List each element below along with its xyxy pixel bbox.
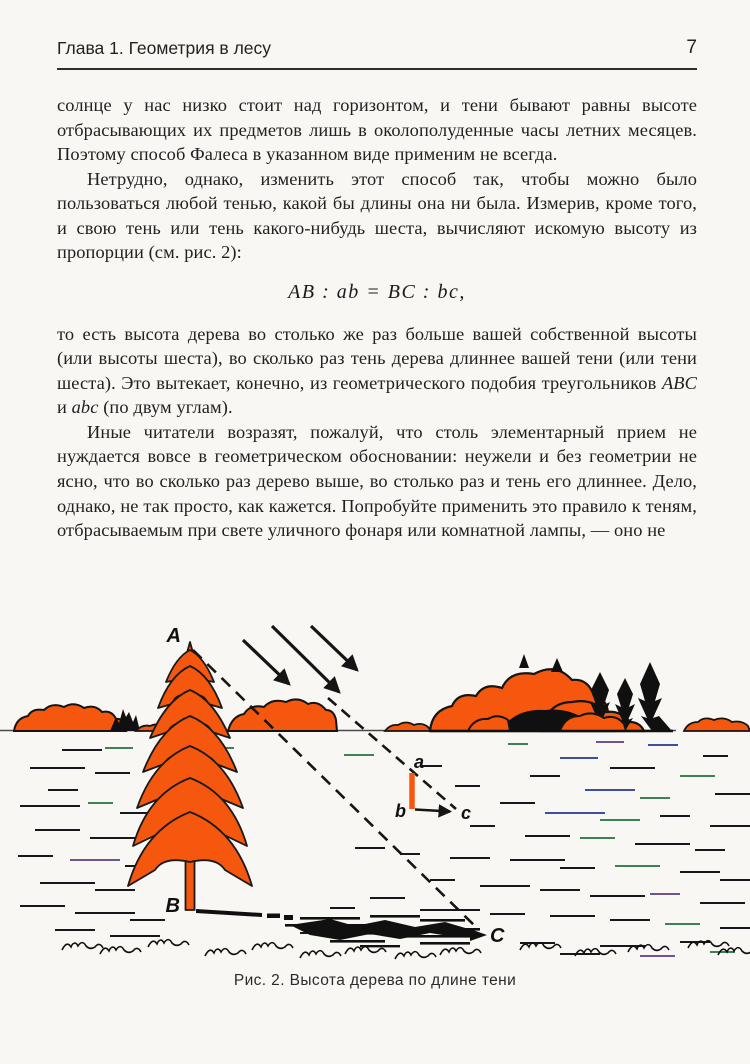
label-A: A — [166, 625, 181, 647]
small-mound — [385, 723, 431, 732]
spruce-tree — [128, 642, 252, 910]
page-number: 7 — [686, 37, 697, 58]
body-text — [57, 93, 697, 543]
label-a: a — [413, 752, 425, 772]
grass-squiggle — [395, 952, 436, 959]
sun-ray-arrows — [243, 626, 357, 692]
paragraph: Иные читатели возразят, пожалуй, что столь элементарный прием не нуждается вовсе в геометрическом обосновании: неужели и без геометрии не ясно, что во сколько раз дерево выше, во столько раз и тень его длиннее. Дело, однако, не так просто, как кажется. Попробуйте применить это правило к теням, отбрасываемым при свете уличного фонаря или комнатной лампы, — оно не — [57, 421, 697, 541]
tree-shadow — [196, 909, 487, 947]
grass-squiggle — [148, 940, 189, 947]
grass-squiggle — [205, 949, 246, 956]
grass-squiggle — [440, 948, 481, 955]
running-head — [57, 37, 697, 70]
paragraph: то есть высота дерева во столько же раз больше вашей собственной высоты (или высоты шеста), во сколько раз тень дерева длиннее вашей тени (или тени шеста). Это вытекает, конечно, из геометрического подобия треугольников ABC и abc (по двум углам). — [57, 323, 697, 418]
figure-illustration — [0, 598, 750, 960]
grass-squiggle — [252, 943, 293, 950]
far-right-bush — [684, 718, 750, 731]
left-bushes — [14, 704, 166, 731]
label-c: c — [461, 803, 472, 823]
proportion-formula: AB : ab = BC : bc, — [288, 280, 466, 303]
label-B: B — [165, 895, 180, 917]
paragraph: Нетрудно, однако, изменить этот способ так, чтобы можно было пользоваться любой тенью, какой бы длины она ни была. Измерив, кроме того, и свою тень или тень какого-нибудь шеста, вычисляют искомую высоту из пропорции (см. рис. 2): — [57, 168, 697, 263]
grass-squiggle — [628, 945, 669, 952]
measuring-pole — [412, 773, 450, 812]
right-forest — [430, 654, 673, 731]
label-C: C — [490, 925, 505, 947]
grass-squiggle — [345, 947, 386, 954]
figure-2 — [0, 598, 750, 990]
chapter-title: Глава 1. Геометрия в лесу — [57, 38, 272, 58]
grass-squiggle — [300, 951, 341, 958]
grass-squiggle — [62, 943, 103, 950]
figure-caption: Рис. 2. Высота дерева по длине тени — [233, 972, 517, 989]
label-b: b — [395, 801, 406, 821]
paragraph: солнце у нас низко стоит над горизонтом, и тени бывают равны высоте отбрасывающих их предметов лишь в околополуденные часы летних месяцев. Поэтому способ Фалеса в указанном виде применим не всегда. — [57, 95, 697, 165]
middle-bushes — [228, 699, 337, 731]
grass-squiggle — [100, 947, 141, 954]
